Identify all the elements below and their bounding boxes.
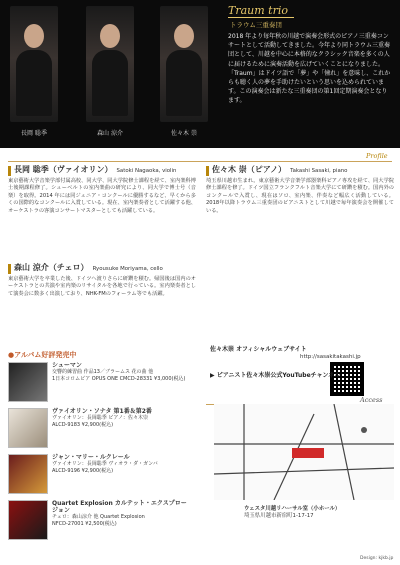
album-cover xyxy=(8,454,48,494)
album-title: シューマン xyxy=(52,362,82,369)
albums-header: ●アルバム好評発売中 xyxy=(8,351,77,359)
profile-role: （ヴァイオリン） xyxy=(48,165,113,174)
performer-name: 佐々木 崇 xyxy=(171,130,197,137)
profile-latin: Satoki Nagaoka, violin xyxy=(116,168,177,174)
youtube-label: ピアニスト佐々木崇公式YouTubeチャンネル xyxy=(216,372,341,379)
profile-piano xyxy=(206,166,394,216)
access-label: Access xyxy=(360,396,383,404)
album-title: ヴァイオリン・ソナタ 第1番＆第2番 xyxy=(52,408,152,415)
station-marker xyxy=(361,427,367,433)
access-map xyxy=(214,404,394,500)
official-site-url[interactable]: http://sasakitakashi.jp xyxy=(300,354,361,360)
album-line: ALCD-9183 ¥2,900(税込) xyxy=(52,422,114,428)
intro-text: 2018 年より毎年秋の川越で演奏会形式のピアノ三重奏コンサートとして活動してきました。今年より同トラウム三重奏団として、川越を中心に本格的なクラシック音楽を多くの人に届けるために演奏活動を広げていくことになりました。「Traum」はドイツ語で「夢」や「憧れ」を意味し、これからも聴く人の夢を手助けたいという思いを込められています。この演奏会は新たな三重奏団の第1回定期演奏会となります。 xyxy=(228,33,391,105)
album-line: チェロ：森山涼介 他 Quartet Explosion xyxy=(52,514,145,520)
qr-code xyxy=(330,362,364,396)
profile-name: 森山 涼介 xyxy=(14,263,49,272)
profile-role: （チェロ） xyxy=(48,263,89,272)
profile-cello xyxy=(8,264,196,298)
performer-photo-cello xyxy=(86,6,134,122)
profile-latin: Takashi Sasaki, piano xyxy=(290,168,348,174)
album-cover xyxy=(8,500,48,540)
profile-label: Profile xyxy=(366,152,388,160)
album-line: ALCD-9196 ¥2,900(税込) xyxy=(52,468,114,474)
performer-photo-violin xyxy=(10,6,58,122)
venue-address: 埼玉県川越市新宿町1-17-17 xyxy=(244,513,314,520)
profile-latin: Ryousuke Moriyama, cello xyxy=(92,266,163,272)
profile-divider xyxy=(8,161,392,162)
venue-info xyxy=(244,506,340,520)
performer-name: 長岡 聡季 xyxy=(21,130,47,137)
play-icon: ▶ xyxy=(210,372,217,379)
brand-title: Traum trio xyxy=(228,4,294,18)
album-line: 交響的練習曲 作品13／ブラームス 花の曲 他 xyxy=(52,369,154,375)
album-line: 1日本コロムビア OPUS ONE CMCD-28331 ¥3,000(税込) xyxy=(52,376,186,382)
youtube-link[interactable] xyxy=(210,370,340,379)
official-site-label: 佐々木崇 オフィシャルウェブサイト xyxy=(210,346,307,353)
album-item[interactable] xyxy=(8,454,190,494)
album-line: ヴァイオリン：長岡聡季 ヴィオラ・ダ・ガンバ xyxy=(52,461,158,467)
album-item[interactable] xyxy=(8,500,190,540)
profile-bio: 東京藝術大学を卒業した後、ドイツへ渡りさらに研鑽を積む。帰国後は国内のオーケストラとの共演や室内楽のリサイタルを各地で行っている。室内楽奏者として演奏会に数多く出演しており、NHK-FMのフォーラム等でも活躍。 xyxy=(8,275,196,297)
album-title: Quartet Explosion カルテット・エクスプロージョン xyxy=(52,500,187,514)
performer-name: 森山 涼介 xyxy=(97,130,123,137)
album-cover xyxy=(8,362,48,402)
venue-marker xyxy=(292,448,324,458)
profile-role: （ピアノ） xyxy=(246,165,287,174)
album-item[interactable] xyxy=(8,408,190,448)
album-item[interactable] xyxy=(8,362,190,402)
performer-photo-piano xyxy=(160,6,208,122)
brand-subtitle: トラウム三重奏団 xyxy=(230,21,282,29)
profile-bio: 東京藝術大学音楽学部付属高校、同大学、同大学院修士課程を経て、室内楽科博士後期課程修了。シューベルトの室内楽曲の研究により、同大学で博士号（音楽）を取得。2014 年には同ジュニア・コンクールに優勝するなど、早くから多くの国際的なコンクールに入賞している。現在、室内楽奏者として活躍する他、オーケストラの客演コンサートマスターとしても活躍している。 xyxy=(8,177,196,214)
profile-name: 長岡 聡季 xyxy=(14,165,49,174)
profile-violin xyxy=(8,166,196,216)
album-title: ジャン・マリー・ルクレール xyxy=(52,454,130,461)
profile-name: 佐々木 崇 xyxy=(212,165,247,174)
header-panel xyxy=(0,0,400,148)
album-line: NFCD-27001 ¥2,500(税込) xyxy=(52,521,117,527)
design-credit: Design: kjkb.jp xyxy=(360,556,394,561)
album-line: ヴァイオリン：長岡聡季 ピアノ：佐々木崇 xyxy=(52,415,148,421)
album-cover xyxy=(8,408,48,448)
venue-name: ウェスタ川越リハーサル室（小ホール） xyxy=(244,506,341,512)
profile-bio: 埼玉県川越市生まれ。東京藝術大学音楽学部器楽科ピアノ専攻を経て、同大学院修士課程を修了。ドイツ国立フランクフルト音楽大学にて研鑽を積む。国内外のコンクールで入賞し、現在はソロ、室内楽、伴奏など幅広く活動している。2018年以降トラウム三重奏団のピアニストとして川越で毎年演奏会を開催している。 xyxy=(206,177,394,214)
